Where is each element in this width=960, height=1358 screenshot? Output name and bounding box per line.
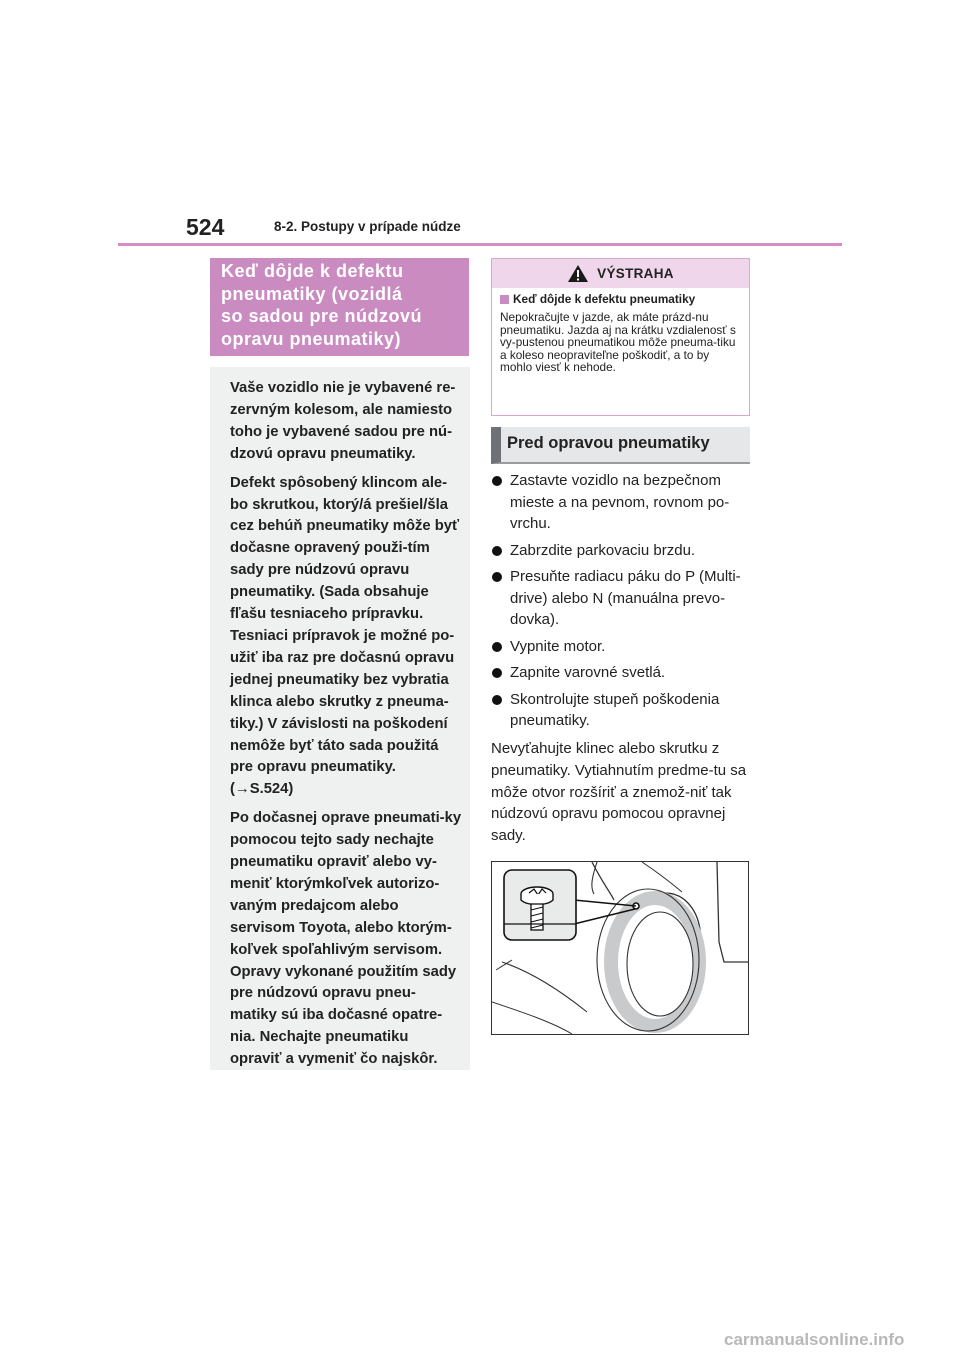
- list-item-text: Zastavte vozidlo na bezpečnom mieste a na pevnom, rovnom po-vrchu.: [510, 472, 730, 532]
- warning-subtitle: [500, 292, 741, 306]
- list-item: [491, 662, 753, 684]
- list-item: [491, 689, 753, 732]
- left-paragraph: Po dočasnej oprave pneumati-ky pomocou tejto sady nechajte pneumatiku opraviť alebo vy-meniť ktorýmkoľvek autorizo-vaným predajcom alebo servisom Toyota, alebo ktorým-koľvek spoľahlivým servisom. Opravy vykonané použitím sady pre núdzovú opravu pneu-matiky sú iba dočasné opatre-nia. Nechajte pneumatiku opraviť a vymeniť čo najskôr.: [230, 810, 462, 1068]
- warning-header: [492, 259, 749, 288]
- list-item-text: Zabrzdite parkovaciu brzdu.: [510, 541, 696, 559]
- bullet-dot-icon: [492, 668, 502, 678]
- right-heading: Pred opravou pneumatiky: [491, 427, 750, 464]
- list-item-text: Skontrolujte stupeň poškodenia pneumatiky.: [510, 690, 720, 729]
- list-item: [491, 540, 753, 562]
- square-bullet-icon: [500, 295, 509, 304]
- bullet-dot-icon: [492, 642, 502, 652]
- list-item-text: Zapnite varovné svetlá.: [510, 664, 666, 681]
- left-heading-line: so sadou pre núdzovú: [221, 306, 423, 326]
- checklist: [491, 470, 753, 737]
- left-heading-line: Keď dôjde k defektu: [221, 261, 404, 281]
- warning-body: Nepokračujte v jazde, ak máte prázd-nu pneumatiku. Jazda aj na krátku vzdialenosť s vy-pustenou pneumatikou môže pneuma-tiku a koleso neopraviteľne poškodiť, a to by mohlo viesť k nehode.: [500, 310, 736, 375]
- section-title: 8-2. Postupy v prípade núdze: [274, 219, 461, 234]
- bullet-dot-icon: [492, 695, 502, 705]
- bullet-dot-icon: [492, 546, 502, 556]
- list-item-text: Presuňte radiacu páku do P (Multi-drive) alebo N (manuálna prevo-dovka).: [510, 568, 741, 628]
- right-paragraph: Nevyťahujte klinec alebo skrutku z pneumatiky. Vytiahnutím predme-tu sa môže otvor rozšíriť a znemož-niť tak núdzovú opravu pomocou opravnej sady.: [491, 740, 747, 845]
- tire-with-screw-illustration: [492, 862, 748, 1034]
- header-rule: [118, 243, 842, 246]
- list-item: [491, 566, 753, 631]
- list-item-text: Vypnite motor.: [510, 637, 606, 655]
- left-paragraph: Defekt spôsobený klincom ale-bo skrutkou, ktorý/á prešiel/šla cez behúň pneumatiky môže byť dočasne opravený použi-tím sady pre núdzovú opravu pneumatiky. (Sada obsahuje fľašu tesniaceho prípravku. Tesniaci prípravok je možné po-užiť iba raz pre dočasnú opravu jednej pneumatiky bez vybratia klinca alebo skrutky z pneuma-tiky.) V závislosti na poškodení nemôže byť táto sada použitá pre opravu pneumatiky. (→S.524): [230, 474, 460, 798]
- left-info-box: [210, 367, 470, 1070]
- tire-illustration: [491, 861, 749, 1035]
- warning-subtitle-text: Keď dôjde k defektu pneumatiky: [513, 292, 696, 306]
- watermark: carmanualsonline.info: [724, 1330, 905, 1349]
- warning-box: [491, 258, 750, 416]
- warning-title: VÝSTRAHA: [597, 266, 674, 281]
- left-heading-line: pneumatiky (vozidlá: [221, 283, 403, 304]
- left-heading: [210, 258, 469, 356]
- left-paragraph: Vaše vozidlo nie je vybavené re-zervným kolesom, ale namiesto toho je vybavené sadou pre nú-dzovú opravu pneumatiky.: [230, 380, 456, 462]
- page-number: 524: [186, 214, 225, 240]
- bullet-dot-icon: [492, 476, 502, 486]
- list-item: [491, 470, 753, 535]
- bullet-dot-icon: [492, 572, 502, 582]
- left-heading-line: opravu pneumatiky): [221, 328, 402, 349]
- warning-triangle-icon: [567, 264, 589, 283]
- list-item: [491, 636, 753, 658]
